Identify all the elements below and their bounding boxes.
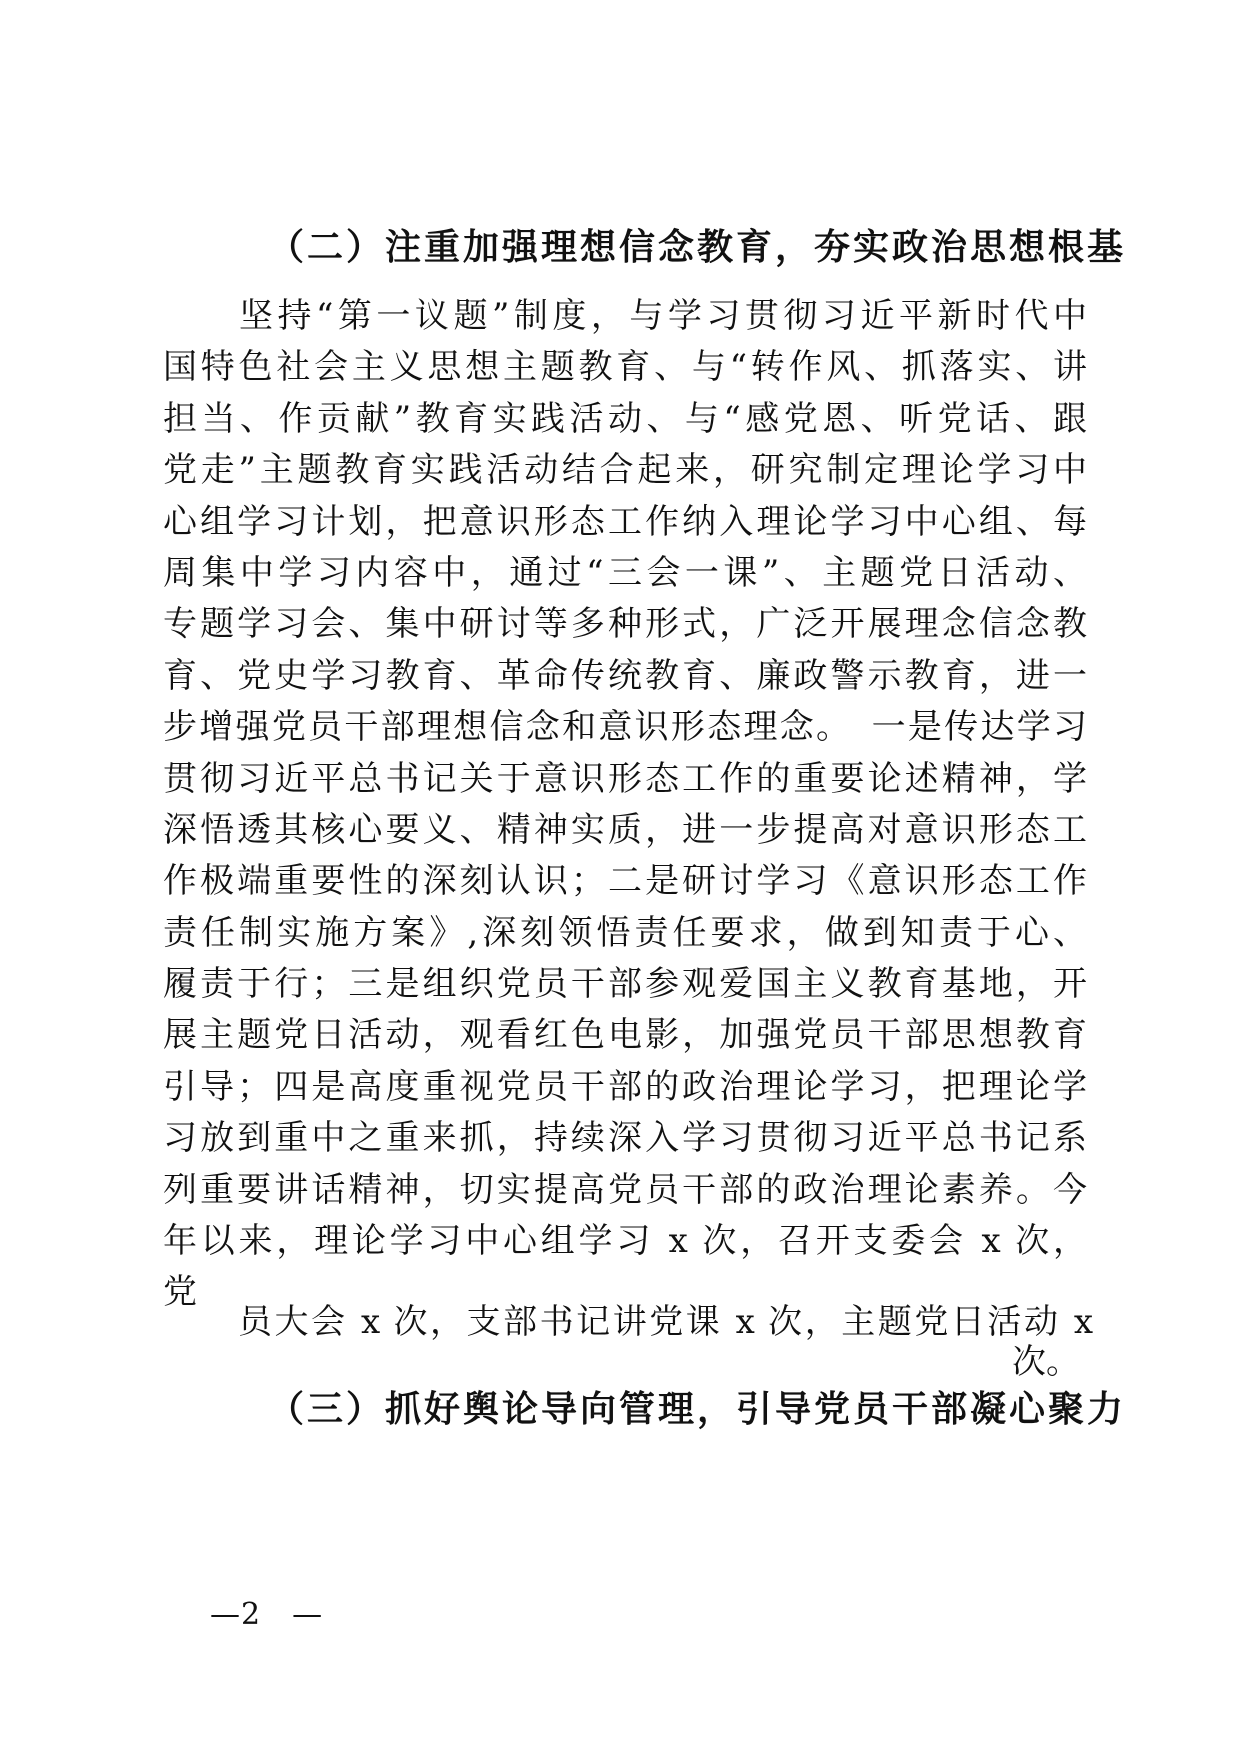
paragraph-line: 习放到重中之重来抓，持续深入学习贯彻习近平总书记系 bbox=[163, 1118, 1087, 1159]
paragraph-line: 展主题党日活动，观看红色电影，加强党员干部思想教育 bbox=[163, 1015, 1087, 1056]
paragraph-tail-end: 次。 bbox=[1012, 1342, 1080, 1382]
paragraph-line: 周集中学习内容中，通过“三会一课”、主题党日活动、 bbox=[163, 552, 1087, 593]
paragraph-line: 党 bbox=[163, 1272, 197, 1313]
paragraph-line: 国特色社会主义思想主题教育、与“转作风、抓落实、讲 bbox=[163, 347, 1087, 388]
paragraph-line: 履责于行；三是组织党员干部参观爱国主义教育基地，开 bbox=[163, 964, 1087, 1005]
paragraph-line: 作极端重要性的深刻认识；二是研讨学习《意识形态工作 bbox=[163, 861, 1087, 902]
paragraph-line: 专题学习会、集中研讨等多种形式，广泛开展理念信念教 bbox=[163, 604, 1087, 645]
paragraph-line: 引导；四是高度重视党员干部的政治理论学习，把理论学 bbox=[163, 1066, 1087, 1107]
paragraph-line: 担当、作贡献”教育实践活动、与“感党恩、听党话、跟 bbox=[163, 398, 1087, 439]
paragraph-line: 步增强党员干部理想信念和意识形态理念。 一是传达学习 bbox=[163, 707, 1087, 748]
paragraph-line: 责任制实施方案》,深刻领悟责任要求，做到知责于心、 bbox=[163, 912, 1087, 953]
paragraph-line: 心组学习计划，把意识形态工作纳入理论学习中心组、每 bbox=[163, 501, 1087, 542]
paragraph-line: 党走”主题教育实践活动结合起来，研究制定理论学习中 bbox=[163, 450, 1087, 491]
section-heading-3: （三）抓好舆论导向管理，引导党员干部凝心聚力 bbox=[268, 1389, 1127, 1430]
paragraph-line: 育、党史学习教育、革命传统教育、廉政警示教育，进一 bbox=[163, 655, 1087, 696]
paragraph-tail-line: 员大会 x 次，支部书记讲党课 x 次，主题党日活动 x bbox=[238, 1302, 1093, 1342]
section-heading-2: （二）注重加强理想信念教育，夯实政治思想根基 bbox=[268, 227, 1127, 268]
paragraph-line: 年以来，理论学习中心组学习 x 次，召开支委会 x 次， bbox=[163, 1221, 1087, 1262]
body-paragraph bbox=[163, 291, 1087, 1319]
paragraph-line: 深悟透其核心要义、精神实质，进一步提高对意识形态工 bbox=[163, 809, 1087, 850]
page-number: —2 — bbox=[210, 1597, 324, 1632]
paragraph-line: 贯彻习近平总书记关于意识形态工作的重要论述精神，学 bbox=[163, 758, 1087, 799]
paragraph-line: 坚持“第一议题”制度，与学习贯彻习近平新时代中 bbox=[239, 296, 1087, 336]
paragraph-line: 列重要讲话精神，切实提高党员干部的政治理论素养。今 bbox=[163, 1169, 1087, 1210]
